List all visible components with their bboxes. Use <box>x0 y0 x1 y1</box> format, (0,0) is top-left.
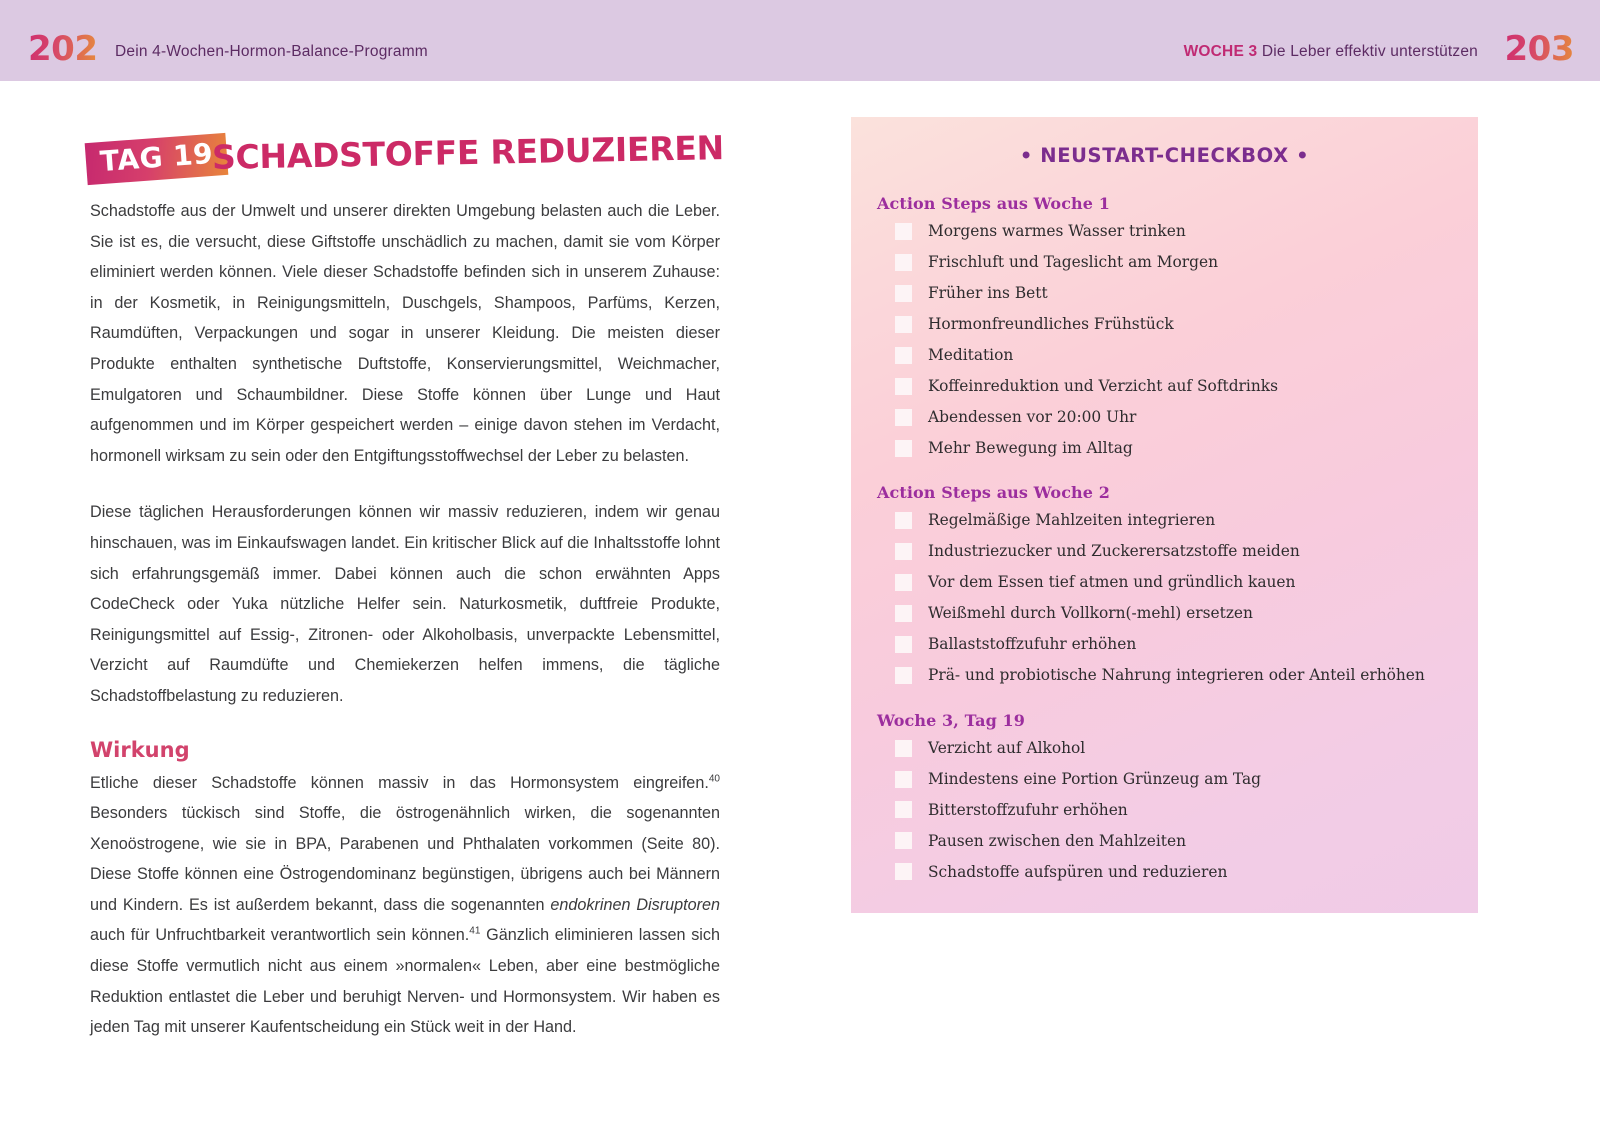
checkbox-icon[interactable] <box>895 574 912 591</box>
checklist-item[interactable] <box>895 222 1478 240</box>
checklist-item-label: Früher ins Bett <box>928 283 1048 302</box>
checkbox-icon[interactable] <box>895 636 912 653</box>
checklist-item[interactable] <box>895 542 1478 560</box>
checklist-item[interactable] <box>895 604 1478 622</box>
checklist-item[interactable] <box>895 801 1478 819</box>
footnote-marker-40: 40 <box>708 773 720 785</box>
checklist-item[interactable] <box>895 739 1478 757</box>
article-heading-row <box>90 128 725 190</box>
checkbox-icon[interactable] <box>895 605 912 622</box>
checklist-item-label: Prä- und probiotische Nahrung integrieren oder Anteil erhöhen <box>928 666 1425 685</box>
checklist-section-heading: Woche 3, Tag 19 <box>877 710 1025 730</box>
checkbox-icon[interactable] <box>895 832 912 849</box>
day-badge: TAG 19 <box>85 133 229 185</box>
checkbox-icon[interactable] <box>895 378 912 395</box>
checkbox-icon[interactable] <box>895 771 912 788</box>
page-title: SCHADSTOFFE REDUZIEREN <box>211 128 725 177</box>
checklist-item-label: Hormonfreundliches Frühstück <box>928 314 1174 333</box>
checklist-item[interactable] <box>895 635 1478 653</box>
checklist-item[interactable] <box>895 832 1478 850</box>
checklist-item-label: Mehr Bewegung im Alltag <box>928 438 1133 457</box>
checkbox-icon[interactable] <box>895 801 912 818</box>
checklist-item-label: Koffeinreduktion und Verzicht auf Softdrinks <box>928 376 1278 395</box>
page-number-right: 203 <box>1504 29 1574 69</box>
running-title-right-week: WOCHE 3 <box>1183 43 1258 60</box>
checklist <box>851 511 1478 684</box>
panel-title: • NEUSTART-CHECKBOX • <box>1019 144 1310 167</box>
checklist-item[interactable] <box>895 439 1478 457</box>
article-column <box>90 128 725 1043</box>
checklist-item[interactable] <box>895 408 1478 426</box>
paragraph-3-part-b: Besonders tückisch sind Stoffe, die östrogenähnlich wirken, die sogenannten Xenoöstrogene, wie sie in BPA, Parabenen und Phthalaten vorkommen (Seite 80). Diese Stoffe können eine Östrogendominanz begünstigen, übrigens auch bei Männern und Kindern. Es ist außerdem bekannt, dass die sogenannten <box>90 804 720 914</box>
neustart-checkbox-panel <box>851 117 1478 913</box>
checklist-item-label: Mindestens eine Portion Grünzeug am Tag <box>928 769 1262 788</box>
checklist-item[interactable] <box>895 511 1478 529</box>
checkbox-icon[interactable] <box>895 740 912 757</box>
checklist-item[interactable] <box>895 573 1478 591</box>
footnote-marker-41: 41 <box>469 926 481 938</box>
checkbox-icon[interactable] <box>895 316 912 333</box>
section-subheading: Wirkung <box>90 737 190 762</box>
checkbox-icon[interactable] <box>895 512 912 529</box>
paragraph-3-part-a: Etliche dieser Schadstoffe können massiv in das Hormonsystem eingreifen. <box>90 773 709 792</box>
checklist-item-label: Vor dem Essen tief atmen und gründlich kauen <box>928 573 1296 592</box>
checklist-item[interactable] <box>895 253 1478 271</box>
checkbox-icon[interactable] <box>895 440 912 457</box>
checklist-item-label: Abendessen vor 20:00 Uhr <box>928 407 1137 426</box>
checklist <box>851 739 1478 881</box>
checkbox-icon[interactable] <box>895 409 912 426</box>
checkbox-icon[interactable] <box>895 863 912 880</box>
running-header-band <box>0 0 1600 81</box>
checkbox-icon[interactable] <box>895 543 912 560</box>
checkbox-icon[interactable] <box>895 254 912 271</box>
checklist-item-label: Meditation <box>928 345 1014 364</box>
checklist-item-label: Bitterstoffzufuhr erhöhen <box>928 800 1128 819</box>
checklist-item[interactable] <box>895 284 1478 302</box>
checkbox-icon[interactable] <box>895 223 912 240</box>
checklist-item-label: Schadstoffe aufspüren und reduzieren <box>928 862 1228 881</box>
checkbox-icon[interactable] <box>895 285 912 302</box>
checklist-item[interactable] <box>895 315 1478 333</box>
checkbox-icon[interactable] <box>895 667 912 684</box>
checklist-section-heading: Action Steps aus Woche 1 <box>877 194 1110 213</box>
checkbox-icon[interactable] <box>895 347 912 364</box>
checklist-item-label: Ballaststoffzufuhr erhöhen <box>928 635 1137 654</box>
running-title-left: Dein 4-Wochen-Hormon-Balance-Programm <box>115 43 428 60</box>
checklist-item-label: Weißmehl durch Vollkorn(-mehl) ersetzen <box>928 604 1253 623</box>
checklist-item-label: Morgens warmes Wasser trinken <box>928 222 1186 240</box>
checklist <box>851 222 1478 457</box>
paragraph-1: Schadstoffe aus der Umwelt und unserer direkten Umgebung belasten auch die Leber. Sie ist es, die versucht, diese Giftstoffe unschädlich zu machen, damit sie vom Körper eliminiert werden können. Viele dieser Schadstoffe befinden sich in unserem Zuhause: in der Kosmetik, in Reinigungsmitteln, Duschgels, Shampoos, Parfüms, Kerzen, Raumdüften, Verpackungen und sogar in unserer Kleidung. Die meisten dieser Produkte enthalten synthetische Duftstoffe, Konservierungsmittel, Weichmacher, Emulgatoren und Schaumbildner. Diese Stoffe können über Lunge und Haut aufgenommen und im Körper gespeichert werden – einige davon stehen im Verdacht, hormonell wirksam zu sein oder den Entgiftungsstoffwechsel der Leber zu belasten. <box>90 202 720 465</box>
running-title-right-chapter: Die Leber effektiv unterstützen <box>1261 43 1478 60</box>
checklist-section-heading: Action Steps aus Woche 2 <box>877 483 1110 503</box>
paragraph-2: Diese täglichen Herausforderungen können wir massiv reduzieren, indem wir genau hinschauen, was im Einkaufswagen landet. Ein kritischer Blick auf die Inhaltsstoffe lohnt sich erfahrungsgemäß immer. Dabei können auch die schon erwähnten Apps CodeCheck oder Yuka nützliche Helfer sein. Naturkosmetik, duftfreie Produkte, Reinigungsmittel auf Essig-, Zitronen- oder Alkoholbasis, unverpackte Lebensmittel, Verzicht auf Raumdüfte und Chemiekerzen helfen immens, die tägliche Schadstoffbelastung zu reduzieren. <box>90 503 720 705</box>
paragraph-3 <box>90 768 720 1043</box>
checklist-item[interactable] <box>895 346 1478 364</box>
page-number-left: 202 <box>28 29 98 69</box>
paragraph-3-part-c: auch für Unfruchtbarkeit verantwortlich sein können. <box>90 926 470 945</box>
checklist-item-label: Industriezucker und Zuckerersatzstoffe meiden <box>928 542 1300 561</box>
panel-sections <box>851 194 1478 881</box>
checklist-item-label: Pausen zwischen den Mahlzeiten <box>928 831 1186 850</box>
running-title-right <box>1184 43 1478 61</box>
checklist-item-label: Frischluft und Tageslicht am Morgen <box>928 252 1219 271</box>
paragraph-3-part-d: Gänzlich eliminieren lassen sich diese Stoffe vermutlich nicht aus einem »normalen« Leben, aber eine bestmögliche Reduktion entlastet die Leber und beruhigt Nerven- und Hormonsystem. Wir haben es jeden Tag mit unserer Kaufentscheidung ein Stück weit in der Hand. <box>90 926 720 1037</box>
checklist-item[interactable] <box>895 666 1478 684</box>
paragraph-3-italic-term: endokrinen Disruptoren <box>550 895 720 914</box>
checklist-item[interactable] <box>895 863 1478 881</box>
checklist-item[interactable] <box>895 770 1478 788</box>
checklist-item-label: Verzicht auf Alkohol <box>928 738 1086 757</box>
checklist-item[interactable] <box>895 377 1478 395</box>
checklist-item-label: Regelmäßige Mahlzeiten integrieren <box>928 511 1216 530</box>
